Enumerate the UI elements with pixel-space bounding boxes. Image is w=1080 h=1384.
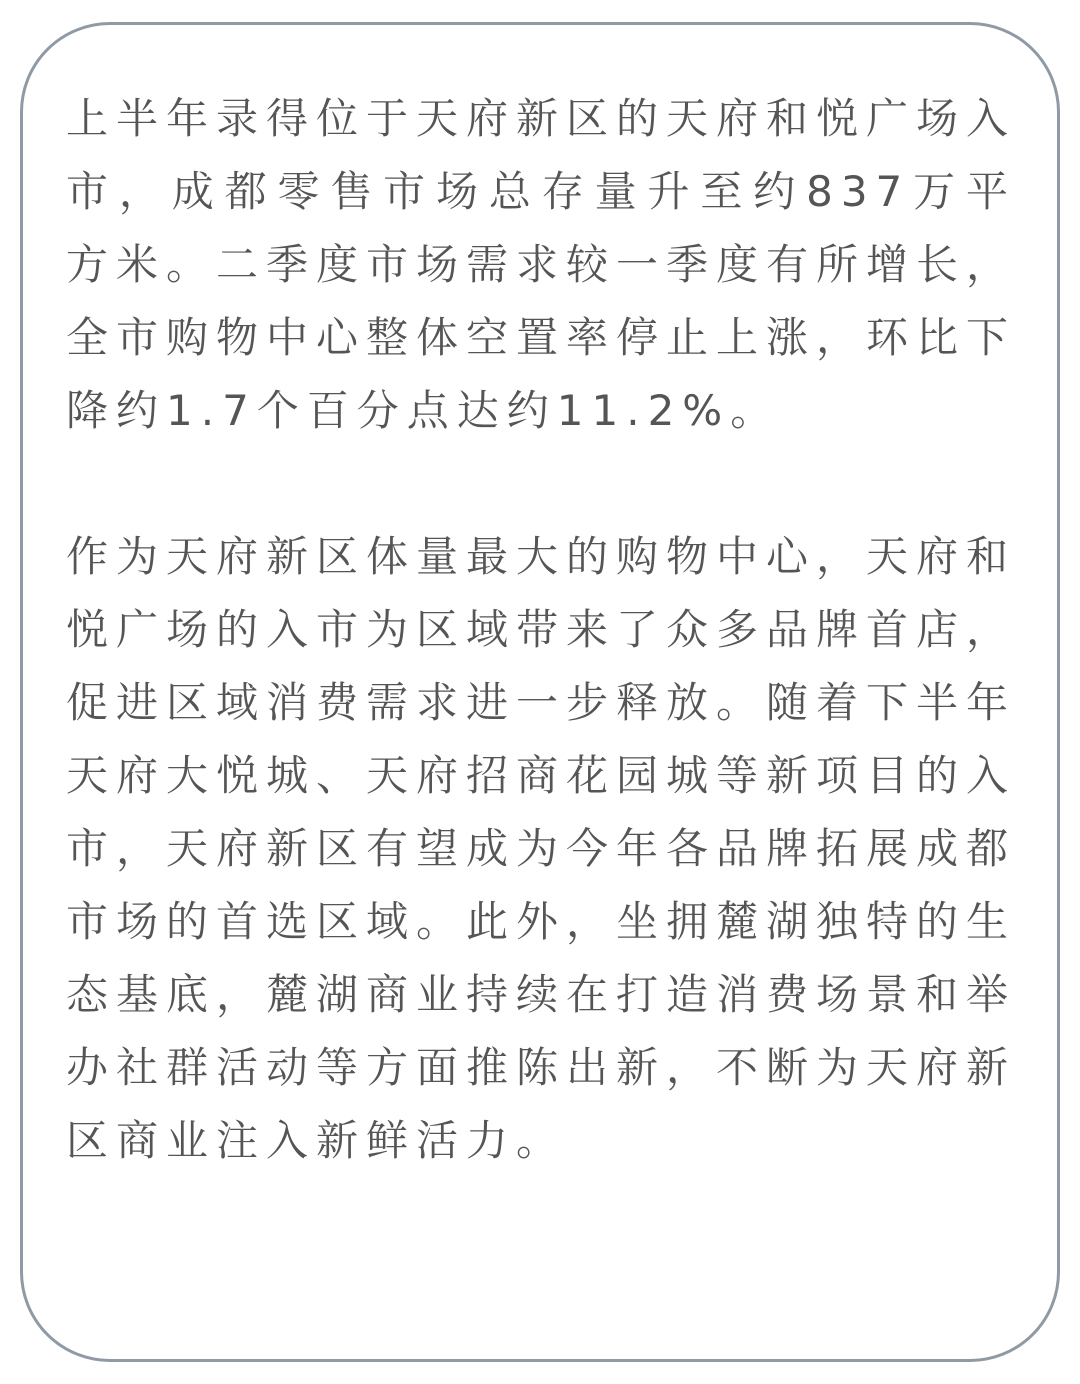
article-body	[66, 82, 1016, 1177]
paragraph-tianfu-district: 作为天府新区体量最大的购物中心，天府和悦广场的入市为区域带来了众多品牌首店，促进区域消费需求进一步释放。随着下半年天府大悦城、天府招商花园城等新项目的入市，天府新区有望成为今年各品牌拓展成都市场的首选区域。此外，坐拥麓湖独特的生态基底，麓湖商业持续在打造消费场景和举办社群活动等方面推陈出新，不断为天府新区商业注入新鲜活力。	[66, 532, 1017, 1165]
paragraph-retail-stock: 上半年录得位于天府新区的天府和悦广场入市，成都零售市场总存量升至约837万平方米。二季度市场需求较一季度有所增长，全市购物中心整体空置率停止上涨，环比下降约1.7个百分点达约11.2%。	[66, 94, 1017, 435]
